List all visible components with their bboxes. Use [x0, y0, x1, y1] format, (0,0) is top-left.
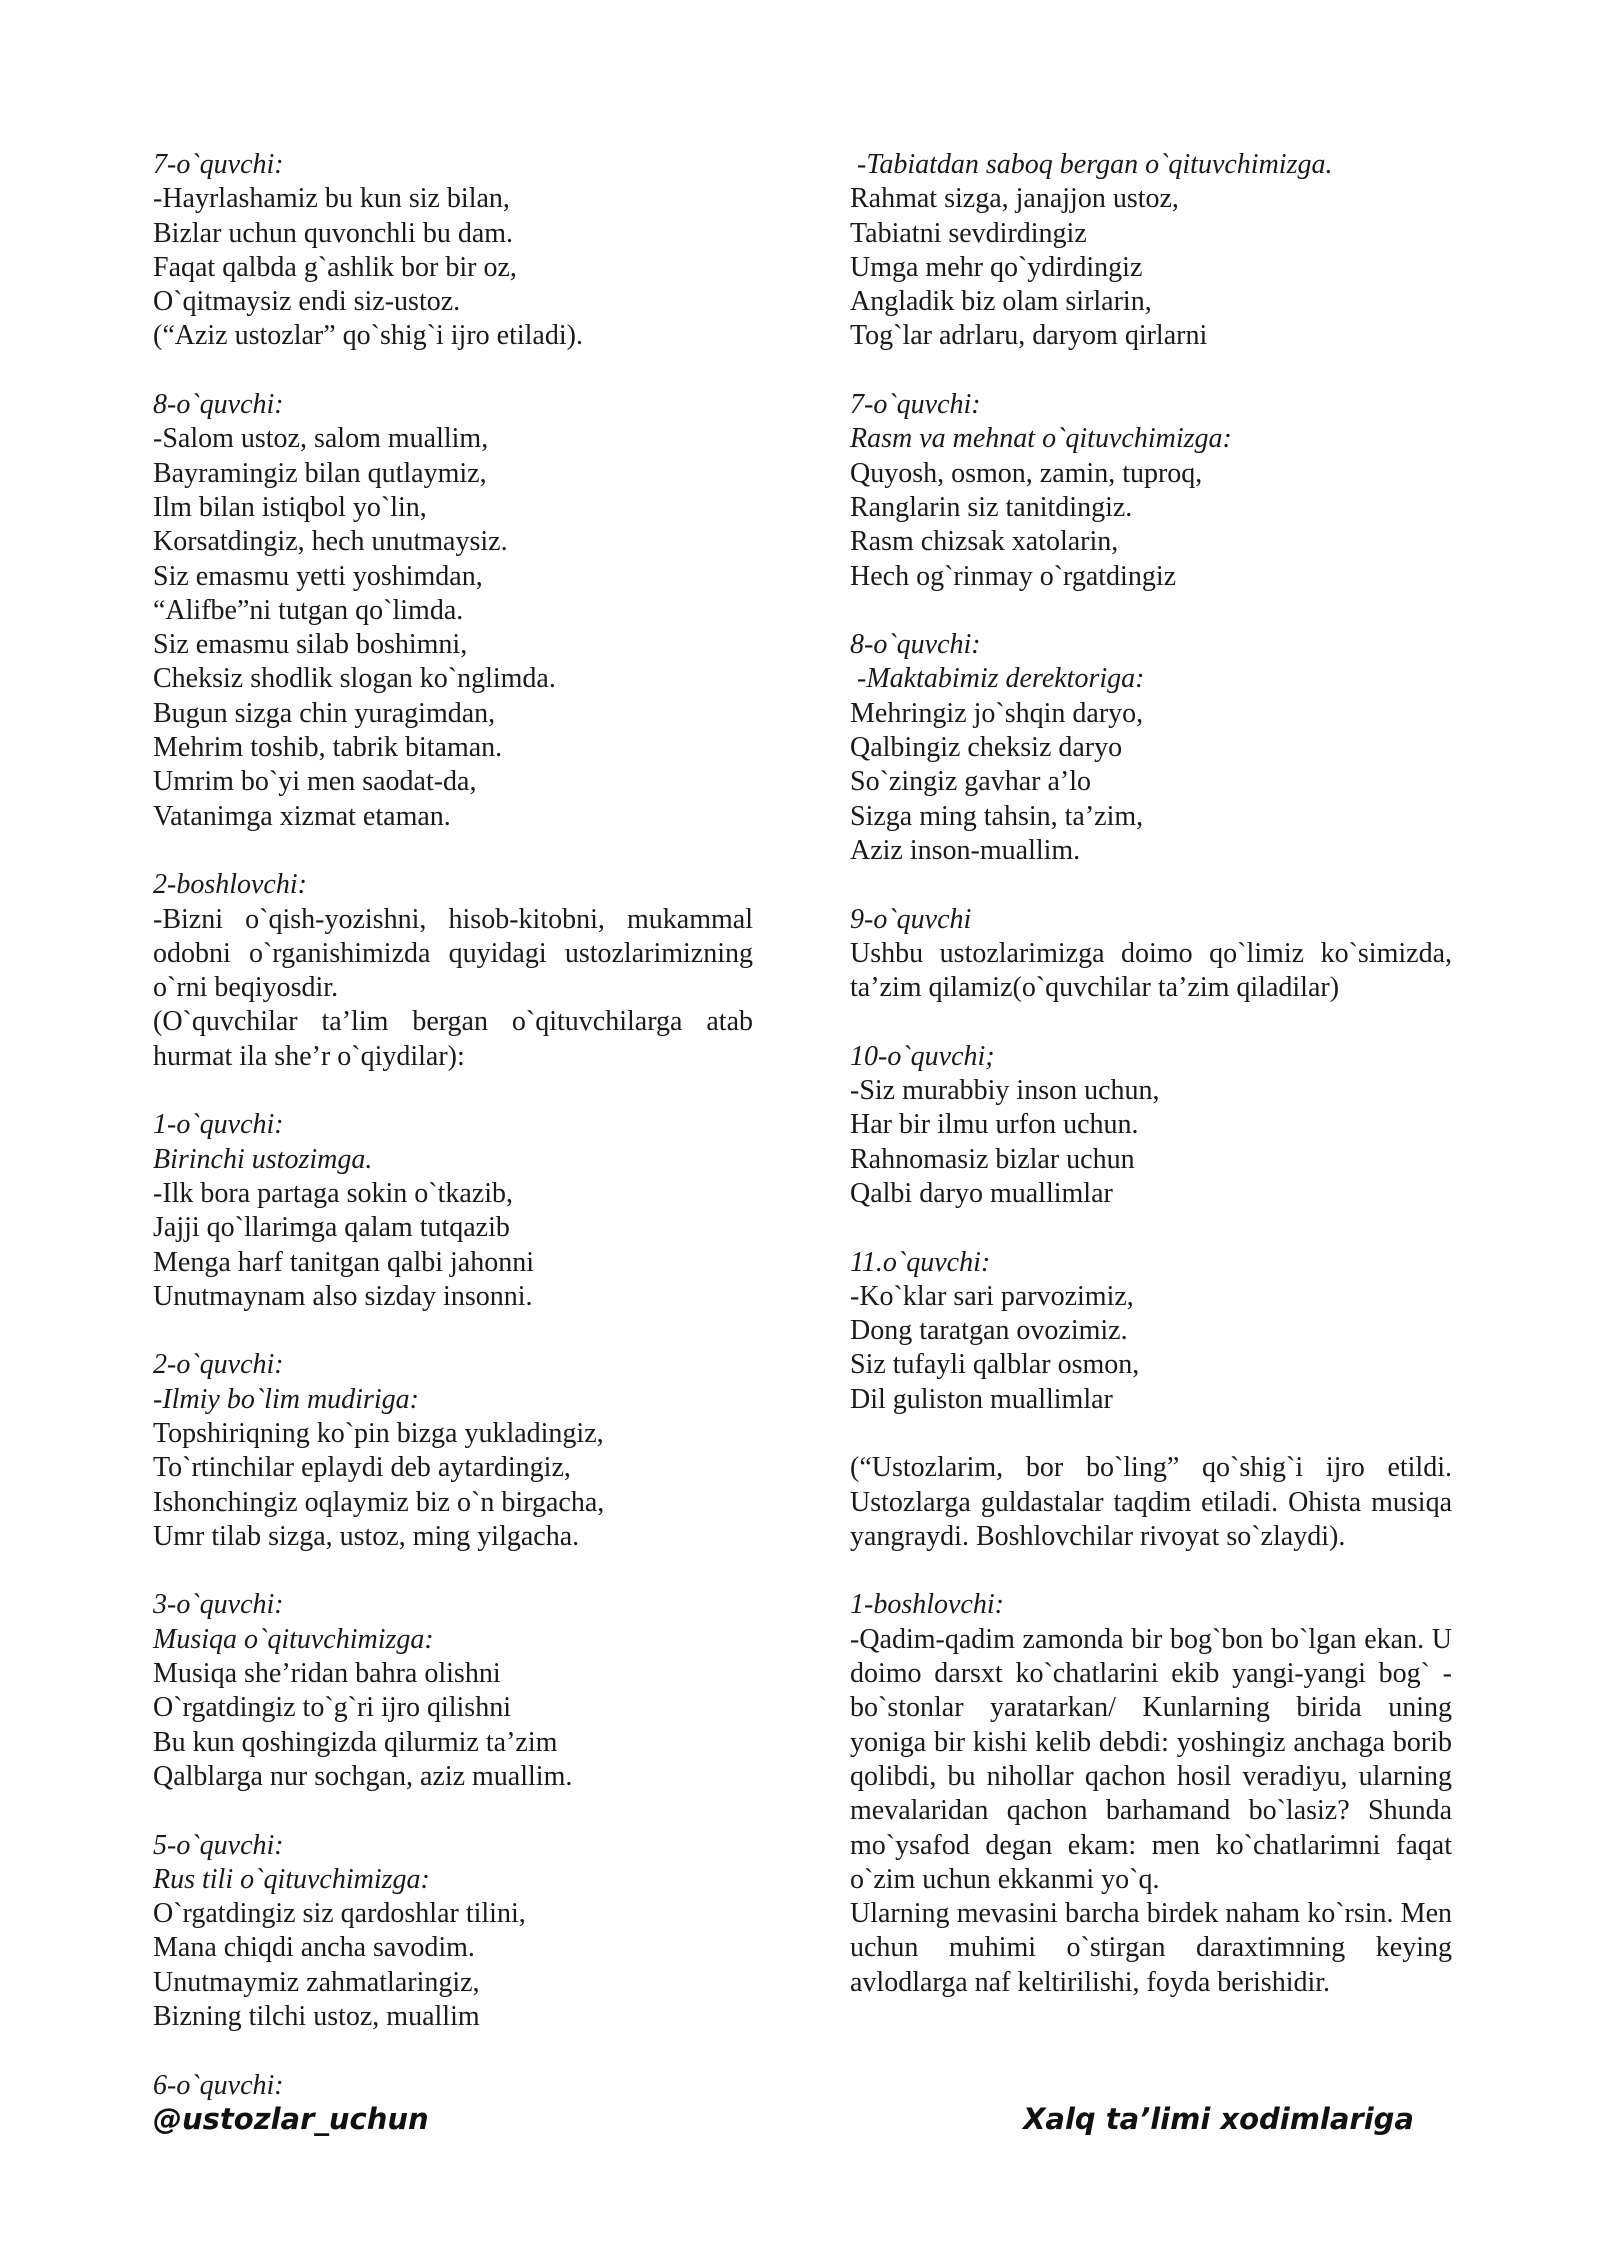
- verse-line: Sizga ming tahsin, ta’zim,: [850, 800, 1144, 832]
- verse-line: To`rtinchilar eplaydi deb aytardingiz,: [153, 1452, 571, 1484]
- poem-section: [850, 628, 1452, 868]
- prose-paragraph: (O`quvchilar ta’lim bergan o`qituvchilarga atab hurmat ila she’r o`qiydilar):: [153, 1006, 753, 1072]
- verse-line: Umrim bo`yi men saodat-da,: [153, 766, 477, 798]
- verse-line: O`qitmaysiz endi siz-ustoz.: [153, 286, 461, 318]
- poem-section: [153, 2069, 753, 2103]
- poem-section: [153, 868, 753, 1074]
- verse-line: -Siz murabbiy inson uchun,: [850, 1075, 1160, 1107]
- verse-line: Ishonchingiz oqlaymiz biz o`n birgacha,: [153, 1486, 605, 1518]
- verse-line: Rahmat sizga, janajjon ustoz,: [850, 183, 1179, 215]
- verse-line: Mehrim toshib, tabrik bitaman.: [153, 732, 503, 764]
- verse-line: O`rgatdingiz siz qardoshlar tilini,: [153, 1898, 526, 1930]
- verse-line: Har bir ilmu urfon uchun.: [850, 1109, 1139, 1141]
- verse-line: Jajji qo`llarimga qalam tutqazib: [153, 1212, 510, 1244]
- speaker-heading: 2-boshlovchi:: [153, 869, 307, 901]
- verse-line: -Salom ustoz, salom muallim,: [153, 423, 489, 455]
- speaker-heading: 1-o`quvchi:: [153, 1109, 284, 1141]
- verse-line: Hech og`rinmay o`rgatdingiz: [850, 560, 1177, 592]
- speaker-heading: 3-o`quvchi:: [153, 1589, 284, 1621]
- prose-paragraph: -Qadim-qadim zamonda bir bog`bon bo`lgan ekan. U doimo darsxt ko`chatlarini ekib yangi-yangi bog` -bo`stonlar yaratarkan/ Kunlarning birida uning yoniga bir kishi kelib debdi: yoshingiz anchaga borib qolibdi, bu nihollar qachon hosil veradiyu, ularning mevalaridan qachon barhamand bo`lasiz? Shunda mo`ysafod degan ekam: men ko`chatlarimni faqat o`zim uchun ekkanmi yo`q.: [850, 1623, 1452, 1895]
- footer-channel-handle: @ustozlar_uchun: [153, 2102, 429, 2136]
- verse-line: Quyosh, osmon, zamin, tuproq,: [850, 457, 1203, 489]
- verse-line: -Hayrlashamiz bu kun siz bilan,: [153, 183, 510, 215]
- dedication-subheading: Musiqa o`qituvchimizga:: [153, 1623, 434, 1655]
- speaker-heading: 1-boshlovchi:: [850, 1589, 1004, 1621]
- verse-line: Topshiriqning ko`pin bizga yukladingiz,: [153, 1417, 604, 1449]
- verse-line: Bayramingiz bilan qutlaymiz,: [153, 457, 487, 489]
- verse-line: Tog`lar adrlaru, daryom qirlarni: [850, 320, 1208, 352]
- verse-line: Angladik biz olam sirlarin,: [850, 286, 1152, 318]
- poem-section: [850, 1588, 1452, 2000]
- left-column: [153, 148, 753, 2137]
- verse-line: Rahnomasiz bizlar uchun: [850, 1143, 1135, 1175]
- verse-line: Menga harf tanitgan qalbi jahonni: [153, 1246, 534, 1278]
- speaker-heading: 11.o`quvchi:: [850, 1246, 991, 1278]
- verse-line: Musiqa she’ridan bahra olishni: [153, 1658, 501, 1690]
- speaker-heading: 5-o`quvchi:: [153, 1829, 284, 1861]
- prose-paragraph: Ularning mevasini barcha birdek naham ko`rsin. Men uchun muhimi o`stirgan daraxtimning keying avlodlarga naf keltirilishi, foyda berishidir.: [850, 1898, 1452, 1998]
- dedication-subheading: -Tabiatdan saboq bergan o`qituvchimizga.: [850, 149, 1333, 180]
- verse-line: Unutmaymiz zahmatlaringiz,: [153, 1966, 480, 1998]
- verse-line: Bizning tilchi ustoz, muallim: [153, 2001, 480, 2033]
- verse-line: Bizlar uchun quvonchli bu dam.: [153, 217, 514, 249]
- verse-line: Mana chiqdi ancha savodim.: [153, 1932, 475, 1964]
- verse-line: Bu kun qoshingizda qilurmiz ta’zim: [153, 1726, 558, 1758]
- poem-section: [153, 1108, 753, 1314]
- verse-line: Umga mehr qo`ydirdingiz: [850, 251, 1143, 283]
- verse-line: Siz emasmu silab boshimni,: [153, 629, 468, 661]
- poem-section: [153, 1348, 753, 1554]
- speaker-heading: 6-o`quvchi:: [153, 2069, 284, 2101]
- verse-line: Vatanimga xizmat etaman.: [153, 800, 451, 832]
- verse-line: Faqat qalbda g`ashlik bor bir oz,: [153, 251, 517, 283]
- speaker-heading: 8-o`quvchi:: [850, 629, 981, 661]
- poem-section: [850, 1451, 1452, 1554]
- verse-line: “Alifbe”ni tutgan qo`limda.: [153, 594, 464, 626]
- verse-line: Rasm chizsak xatolarin,: [850, 526, 1119, 558]
- verse-line: Bugun sizga chin yuragimdan,: [153, 697, 496, 729]
- poem-section: [850, 148, 1452, 354]
- speaker-heading: 7-o`quvchi:: [153, 149, 284, 180]
- poem-section: [850, 388, 1452, 594]
- dedication-subheading: -Maktabimiz derektoriga:: [850, 663, 1145, 695]
- dedication-subheading: -Ilmiy bo`lim mudiriga:: [153, 1383, 419, 1415]
- prose-paragraph: -Bizni o`qish-yozishni, hisob-kitobni, mukammal odobni o`rganishimizda quyidagi ustozlarimizning o`rni beqiyosdir.: [153, 903, 753, 1004]
- prose-paragraph: (“Ustozlarim, bor bo`ling” qo`shig`i ijro etildi. Ustozlarga guldastalar taqdim etiladi. Ohista musiqa yangraydi. Boshlovchilar rivoyat so`zlaydi).: [850, 1452, 1452, 1552]
- verse-line: O`rgatdingiz to`g`ri ijro qilishni: [153, 1692, 511, 1724]
- poem-section: [153, 148, 753, 354]
- poem-section: [153, 1588, 753, 1794]
- speaker-heading: 7-o`quvchi:: [850, 389, 981, 421]
- verse-line: Aziz inson-muallim.: [850, 834, 1081, 866]
- speaker-heading: 10-o`quvchi;: [850, 1040, 995, 1072]
- verse-line: Tabiatni sevdirdingiz: [850, 217, 1087, 249]
- verse-line: Qalbi daryo muallimlar: [850, 1177, 1113, 1209]
- poem-section: [153, 388, 753, 834]
- verse-line: Dil guliston muallimlar: [850, 1383, 1113, 1415]
- verse-line: Ranglarin siz tanitdingiz.: [850, 491, 1133, 523]
- poem-section: [850, 1246, 1452, 1417]
- verse-line: Siz tufayli qalblar osmon,: [850, 1349, 1140, 1381]
- verse-line: Siz emasmu yetti yoshimdan,: [153, 560, 483, 592]
- speaker-heading: 8-o`quvchi:: [153, 389, 284, 421]
- speaker-heading: 2-o`quvchi:: [153, 1349, 284, 1381]
- poem-section: [850, 903, 1452, 1006]
- prose-paragraph: Ushbu ustozlarimizga doimo qo`limiz ko`simizda, ta’zim qilamiz(o`quvchilar ta’zim qiladilar): [850, 937, 1452, 1004]
- verse-line: Qalblarga nur sochgan, aziz muallim.: [153, 1760, 573, 1792]
- verse-line: -Ilk bora partaga sokin o`tkazib,: [153, 1177, 513, 1209]
- verse-line: Dong taratgan ovozimiz.: [850, 1315, 1128, 1347]
- verse-line: So`zingiz gavhar a’lo: [850, 766, 1092, 798]
- footer-audience-label: Xalq ta’limi xodimlariga: [1023, 2102, 1414, 2136]
- dedication-subheading: Rasm va mehnat o`qituvchimizga:: [850, 423, 1232, 455]
- dedication-subheading: Rus tili o`qituvchimizga:: [153, 1863, 430, 1895]
- verse-line: Ilm bilan istiqbol yo`lin,: [153, 491, 427, 523]
- poem-section: [153, 1829, 753, 2035]
- verse-line: Qalbingiz cheksiz daryo: [850, 732, 1123, 764]
- verse-line: (“Aziz ustozlar” qo`shig`i ijro etiladi).: [153, 320, 583, 352]
- dedication-subheading: Birinchi ustozimga.: [153, 1143, 373, 1175]
- verse-line: Umr tilab sizga, ustoz, ming yilgacha.: [153, 1520, 580, 1552]
- right-column: [850, 148, 1452, 2034]
- verse-line: Mehringiz jo`shqin daryo,: [850, 697, 1144, 729]
- verse-line: Unutmaynam also sizday insonni.: [153, 1280, 533, 1312]
- poem-section: [850, 1040, 1452, 1211]
- verse-line: -Ko`klar sari parvozimiz,: [850, 1280, 1134, 1312]
- verse-line: Cheksiz shodlik slogan ko`nglimda.: [153, 663, 556, 695]
- verse-line: Korsatdingiz, hech unutmaysiz.: [153, 526, 508, 558]
- speaker-heading: 9-o`quvchi: [850, 903, 972, 935]
